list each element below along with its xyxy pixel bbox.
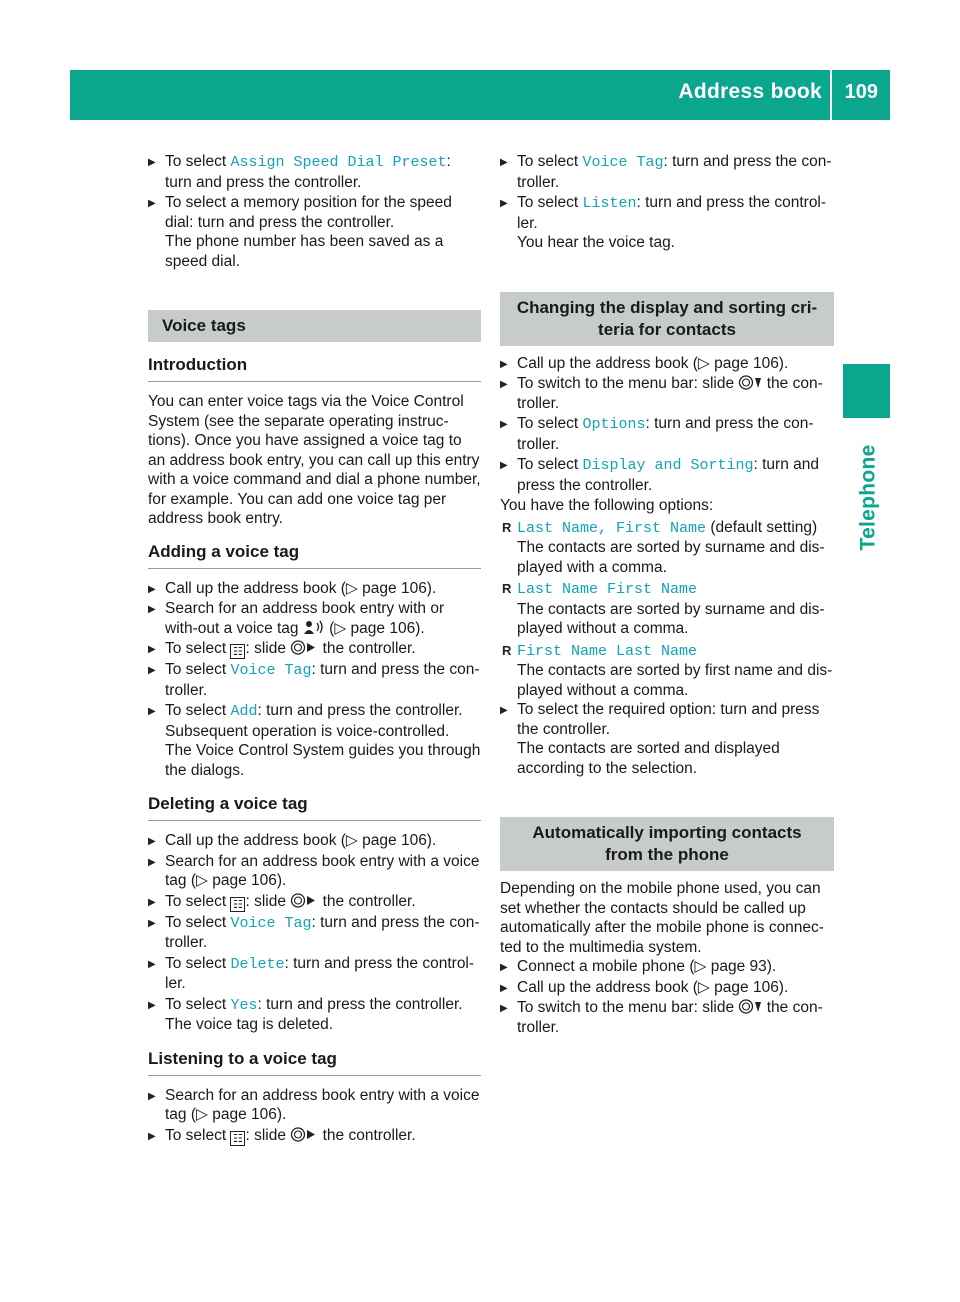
- option-last-first: R Last Name First Name: [500, 579, 834, 600]
- list-item: ▶ To select Yes: turn and press the controller. The voice tag is deleted.: [148, 995, 481, 1035]
- list-item: ▶ To select ☷ : slide the controller.: [148, 639, 481, 659]
- list-item: ▶ Search for an address book entry with a voice tag (▷ page 106).: [148, 852, 481, 891]
- option-description: The contacts are sorted by surname and dis-played without a comma.: [517, 600, 825, 637]
- list-item: ▶ To select Add: turn and press the controller. Subsequent operation is voice-controlled. The Voice Control System guides you through the dialogs.: [148, 701, 481, 780]
- section-heading-display-sorting: Changing the display and sorting cri-teria for contacts: [500, 292, 834, 346]
- menu-box-icon: ☷: [230, 897, 245, 912]
- page-header: [70, 70, 890, 120]
- section-tab: [842, 430, 890, 550]
- list-item: ▶ To select Display and Sorting: turn and press the controller.: [500, 455, 834, 495]
- slide-right-icon: [290, 640, 318, 655]
- step-assign-speed-dial: ▶ To select Assign Speed Dial Preset: turn and press the controller.: [148, 152, 481, 192]
- menu-item-delete: Delete: [230, 955, 285, 973]
- list-item: ▶ To switch to the menu bar: slide the con-troller.: [500, 374, 834, 413]
- subheading-listening-voice-tag: Listening to a voice tag: [148, 1048, 481, 1076]
- section-tab-label: Telephone: [856, 443, 880, 550]
- subheading-adding-voice-tag: Adding a voice tag: [148, 541, 481, 569]
- voice-tag-icon: [303, 620, 325, 635]
- header-divider: [830, 70, 832, 120]
- menu-item-assign-speed-dial-preset: Assign Speed Dial Preset: [230, 154, 447, 171]
- list-item: ▶ To select the required option: turn and press the controller. The contacts are sorted and displayed according to the selection.: [500, 700, 834, 778]
- menu-box-icon: ☷: [230, 644, 245, 659]
- subheading-deleting-voice-tag: Deleting a voice tag: [148, 793, 481, 821]
- section-tab-marker: [843, 364, 890, 418]
- options-intro: You have the following options:: [500, 497, 714, 514]
- left-column: [148, 152, 481, 1147]
- list-item: ▶ Call up the address book (▷ page 106).: [500, 978, 834, 998]
- menu-item-voice-tag: Voice Tag: [582, 154, 664, 171]
- option-description: The contacts are sorted by surname and dis-played with a comma.: [517, 539, 825, 576]
- list-item: ▶ Call up the address book (▷ page 106).: [148, 579, 481, 599]
- list-item: ▶ To switch to the menu bar: slide the con-troller.: [500, 998, 834, 1037]
- list-item: ▶ Search for an address book entry with a voice tag (▷ page 106).: [148, 1086, 481, 1125]
- slide-down-icon: [738, 375, 762, 390]
- import-intro: Depending on the mobile phone used, you can set whether the contacts should be called up automatically after the mobile phone is connec-ted to the multimedia system.: [500, 880, 824, 956]
- subheading-introduction: Introduction: [148, 354, 481, 382]
- header-title: Address book: [678, 80, 822, 103]
- menu-box-icon: ☷: [230, 1131, 245, 1146]
- slide-down-icon: [738, 999, 762, 1014]
- option-description: The contacts are sorted by first name and dis-played without a comma.: [517, 662, 833, 699]
- option-last-first-comma: R Last Name, First Name (default setting): [500, 518, 834, 539]
- slide-right-icon: [290, 893, 318, 908]
- list-item: ▶ To select Options: turn and press the con-troller.: [500, 414, 834, 454]
- menu-item-yes: Yes: [230, 996, 258, 1014]
- list-item: ▶ Call up the address book (▷ page 106).: [148, 831, 481, 851]
- menu-item-listen: Listen: [582, 195, 637, 212]
- step-result: The phone number has been saved as a speed dial.: [165, 233, 444, 270]
- list-item: ▶ To select Voice Tag: turn and press the con-troller.: [148, 660, 481, 700]
- right-column: [500, 152, 834, 1038]
- list-item: ▶ Call up the address book (▷ page 106).: [500, 354, 834, 374]
- menu-item-voice-tag: Voice Tag: [230, 914, 312, 932]
- list-item: ▶ To select ☷ : slide the controller.: [148, 892, 481, 912]
- step-select-memory-position: ▶ To select a memory position for the speed dial: turn and press the controller. The phone number has been saved as a speed dial.: [148, 193, 481, 271]
- list-item: ▶ To select Delete: turn and press the control-ler.: [148, 954, 481, 994]
- page-number: 109: [844, 81, 878, 103]
- menu-item-options: Options: [582, 416, 646, 433]
- menu-item-add: Add: [230, 703, 258, 720]
- menu-item-voice-tag: Voice Tag: [230, 662, 312, 679]
- section-heading-voice-tags: Voice tags: [148, 310, 481, 342]
- slide-right-icon: [290, 1127, 318, 1142]
- list-item: ▶ To select Voice Tag: turn and press the con-troller.: [148, 913, 481, 953]
- list-item: ▶ Connect a mobile phone (▷ page 93).: [500, 957, 834, 977]
- section-heading-import-contacts: Automatically importing contacts from the phone: [500, 817, 834, 871]
- intro-paragraph: You can enter voice tags via the Voice Control System (see the separate operating instruc-tions). Once you have assigned a voice tag to an address book entry, you can call up this entry with a voice command and dial a phone number, for example. You can add one voice tag per address book entry.: [148, 393, 481, 527]
- list-item: ▶ Search for an address book entry with or with-out a voice tag (▷ page 106).: [148, 599, 481, 638]
- menu-item-display-and-sorting: Display and Sorting: [582, 457, 754, 474]
- option-first-last: R First Name Last Name: [500, 641, 834, 662]
- list-item: ▶ To select ☷ : slide the controller.: [148, 1126, 481, 1146]
- list-item: ▶ To select Listen: turn and press the control-ler. You hear the voice tag.: [500, 193, 834, 253]
- list-item: ▶ To select Voice Tag: turn and press the con-troller.: [500, 152, 834, 192]
